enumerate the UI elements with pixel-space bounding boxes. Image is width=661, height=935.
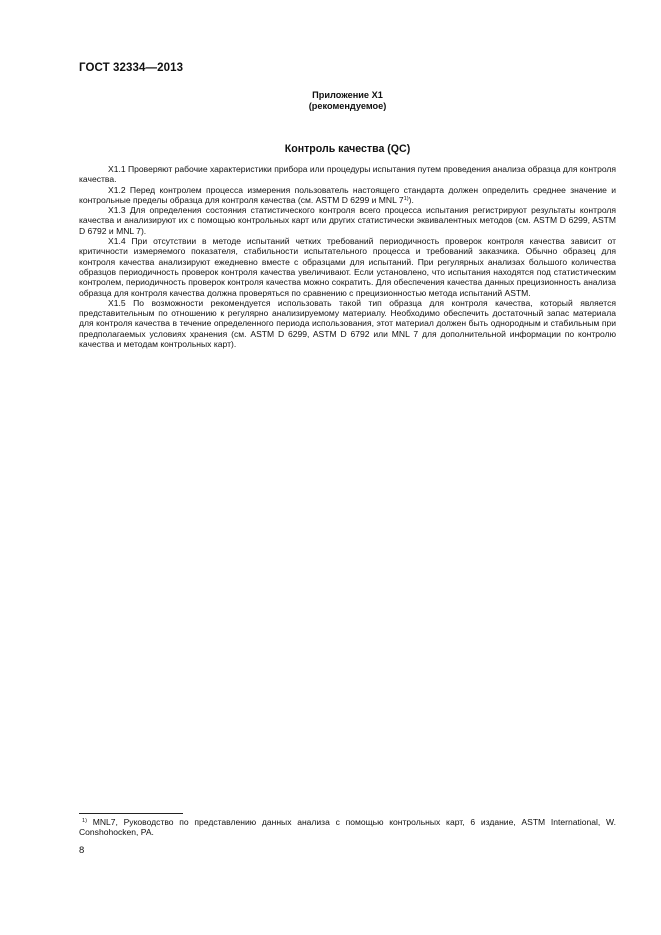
footnote-text: MNL7, Руководство по представлению данных анализа с помощью контрольных карт, 6 издание, ASTM International, W. Conshohocken, PA. <box>79 817 616 838</box>
body-text <box>79 164 616 349</box>
paragraph-x1-4: X1.4 При отсутствии в методе испытаний четких требований периодичность проверок контроля качества зависит от критичности измеряемого показателя, стабильности испытательного процесса и требований заказчика. Обычно образец для контроля качества анализируют ежедневно вместе с образцами для испытаний. При регулярных анализах большого количества образцов периодичность проверок контроля качества увеличивают. Если установлено, что испытания находятся под статистическим контролем, периодичность проверок контроля качества можно сократить. Для обеспечения качества данных прецизионность анализа образца для контроля качества должна проверяться по сравнению с прецизионностью метода испытаний ASTM. <box>79 236 616 298</box>
page-number: 8 <box>79 845 85 856</box>
annex-status: (рекомендуемое) <box>308 101 387 111</box>
standard-number: ГОСТ 32334—2013 <box>79 62 184 74</box>
footnote-marker: 1) <box>82 818 87 824</box>
paragraph-x1-2: X1.2 Перед контролем процесса измерения пользователь настоящего стандарта должен определить среднее значение и контрольные пределы образца для контроля качества (см. ASTM D 6299 и MNL 7$^{1)}$). <box>79 184 616 205</box>
paragraph-x1-3: X1.3 Для определения состояния статистического контроля всего процесса испытания регистрируют результаты контроля качества и анализируют их с помощью контрольных карт или других статистически эквивалентных методов (см. ASTM D 6299, ASTM D 6792 и MNL 7). <box>79 205 616 236</box>
annex-heading <box>79 90 616 112</box>
footnote-divider <box>79 813 183 814</box>
paragraph-x1-5: X1.5 По возможности рекомендуется использовать такой тип образца для контроля качества, который является представительным по отношению к регулярно анализируемому материалу. Необходимо обеспечить достаточный запас материала для контроля качества в течение определенного периода использования, этот материал должен быть однородным и стабильным при предполагаемых условиях хранения (см. ASTM D 6299, ASTM D 6792 или MNL 7 для дополнительной информации по контролю качества и методам контрольных карт). <box>79 297 616 350</box>
annex-title: Приложение Х1 <box>312 90 383 100</box>
footnote <box>79 817 616 838</box>
section-title: Контроль качества (QC) <box>284 143 411 155</box>
paragraph-x1-1: X1.1 Проверяют рабочие характеристики прибора или процедуры испытания путем проведения анализа образца для контроля качества. <box>79 164 616 185</box>
footnote-reference: 1) <box>403 195 409 202</box>
